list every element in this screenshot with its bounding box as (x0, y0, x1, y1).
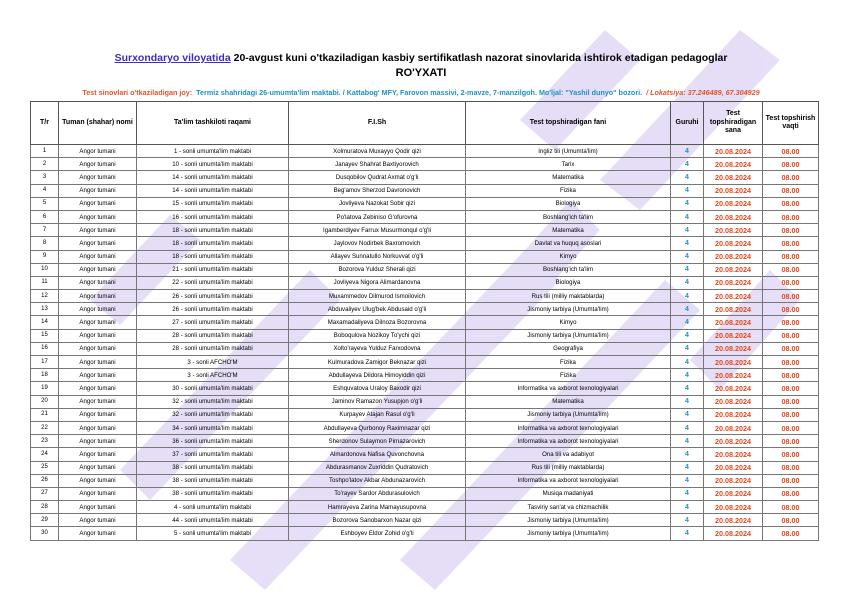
cell-school: 21 - sonli umumta'lim maktabi (137, 263, 289, 276)
col-header-time: Test topshirish vaqti (763, 102, 819, 145)
cell-date: 20.08.2024 (704, 158, 763, 171)
col-header-date: Test topshiradigan sana (704, 102, 763, 145)
cell-district: Angor tumani (59, 316, 137, 329)
cell-school: 14 - sonli umumta'lim maktabi (137, 184, 289, 197)
cell-date: 20.08.2024 (704, 461, 763, 474)
region-name: Surxondaryo viloyatida (114, 52, 231, 64)
cell-fio: Beg'amov Sherzod Davronovich (289, 184, 466, 197)
cell-district: Angor tumani (59, 303, 137, 316)
cell-subject: Matematika (466, 224, 671, 237)
cell-time: 08.00 (763, 290, 819, 303)
venue-location: / Lokatsiya: 37.246489, 67.304929 (646, 88, 760, 97)
cell-time: 08.00 (763, 487, 819, 500)
cell-school: 32 - sonli umumta'lim maktabi (137, 395, 289, 408)
cell-group: 4 (671, 158, 704, 171)
cell-fio: Sherdonov Sulaymon Pirnazarovich (289, 435, 466, 448)
cell-num: 9 (31, 250, 59, 263)
cell-group: 4 (671, 514, 704, 527)
cell-district: Angor tumani (59, 461, 137, 474)
cell-date: 20.08.2024 (704, 290, 763, 303)
cell-district: Angor tumani (59, 184, 137, 197)
cell-fio: Maxamadaliyeva Dilnoza Bozorovna (289, 316, 466, 329)
cell-group: 4 (671, 210, 704, 223)
cell-school: 36 - sonli umumta'lim maktabi (137, 435, 289, 448)
table-row (31, 382, 819, 395)
cell-subject: Matematika (466, 395, 671, 408)
cell-subject: Jismoniy tarbiya (Umumta'lim) (466, 303, 671, 316)
cell-time: 08.00 (763, 303, 819, 316)
cell-time: 08.00 (763, 171, 819, 184)
table-row (31, 448, 819, 461)
cell-subject: Fizika (466, 369, 671, 382)
cell-district: Angor tumani (59, 514, 137, 527)
table-row (31, 158, 819, 171)
cell-subject: Kimyo (466, 316, 671, 329)
cell-subject: Informatika va axborot texnologiyalari (466, 474, 671, 487)
cell-fio: Abdullayeva Qurbonoy Raximnazar qizi (289, 421, 466, 434)
cell-fio: Muxammedov Dilmurod Ismoilovich (289, 290, 466, 303)
cell-school: 38 - sonli umumta'lim maktabi (137, 487, 289, 500)
cell-group: 4 (671, 237, 704, 250)
cell-subject: Boshlang'ich ta'lim (466, 263, 671, 276)
cell-school: 34 - sonli umumta'lim maktabi (137, 421, 289, 434)
document-title (0, 52, 842, 65)
table-row (31, 224, 819, 237)
cell-time: 08.00 (763, 237, 819, 250)
cell-school: 22 - sonli umumta'lim maktabi (137, 276, 289, 289)
cell-subject: Fizika (466, 184, 671, 197)
cell-date: 20.08.2024 (704, 527, 763, 540)
cell-date: 20.08.2024 (704, 145, 763, 158)
cell-fio: Igamberdiyev Farrux Musurmonqul o'g'li (289, 224, 466, 237)
cell-district: Angor tumani (59, 487, 137, 500)
table-row (31, 316, 819, 329)
cell-time: 08.00 (763, 329, 819, 342)
cell-time: 08.00 (763, 210, 819, 223)
cell-time: 08.00 (763, 276, 819, 289)
cell-num: 25 (31, 461, 59, 474)
title-text: 20-avgust kuni o'tkaziladigan kasbiy sertifikatlash nazorat sinovlarida ishtirok etadigan pedagoglar (230, 52, 728, 64)
cell-fio: Bozorova Yulduz Sherali qizi (289, 263, 466, 276)
cell-district: Angor tumani (59, 276, 137, 289)
cell-group: 4 (671, 224, 704, 237)
table-row (31, 421, 819, 434)
cell-school: 26 - sonli umumta'lim maktabi (137, 290, 289, 303)
cell-district: Angor tumani (59, 210, 137, 223)
cell-date: 20.08.2024 (704, 224, 763, 237)
cell-date: 20.08.2024 (704, 329, 763, 342)
cell-group: 4 (671, 329, 704, 342)
cell-district: Angor tumani (59, 448, 137, 461)
cell-num: 5 (31, 197, 59, 210)
table-row (31, 474, 819, 487)
cell-subject: Jismoniy tarbiya (Umumta'lim) (466, 408, 671, 421)
cell-num: 7 (31, 224, 59, 237)
cell-fio: Janayev Shahrat Baxtiyorovich (289, 158, 466, 171)
cell-fio: Dusqobilov Qudrat Axmat o'g'li (289, 171, 466, 184)
cell-school: 27 - sonli umumta'lim maktabi (137, 316, 289, 329)
cell-school: 18 - sonli umumta'lim maktabi (137, 250, 289, 263)
cell-group: 4 (671, 382, 704, 395)
cell-group: 4 (671, 501, 704, 514)
cell-num: 14 (31, 316, 59, 329)
cell-fio: Boboqulova Nozikoy To'ychi qizi (289, 329, 466, 342)
cell-district: Angor tumani (59, 158, 137, 171)
cell-time: 08.00 (763, 356, 819, 369)
cell-district: Angor tumani (59, 250, 137, 263)
cell-subject: Informatika va axborot texnologiyalari (466, 435, 671, 448)
cell-group: 4 (671, 435, 704, 448)
cell-num: 3 (31, 171, 59, 184)
table-body (31, 145, 819, 541)
col-header-group: Guruhi (671, 102, 704, 145)
cell-fio: Kurpayev Atajan Rasul o'g'li (289, 408, 466, 421)
cell-time: 08.00 (763, 395, 819, 408)
cell-num: 30 (31, 527, 59, 540)
cell-school: 5 - sonli umumta'lim maktabi (137, 527, 289, 540)
cell-date: 20.08.2024 (704, 184, 763, 197)
cell-fio: Jaylovov Nodirbek Baxromovich (289, 237, 466, 250)
cell-time: 08.00 (763, 263, 819, 276)
cell-num: 17 (31, 356, 59, 369)
cell-school: 1 - sonli umumta'lim maktabi (137, 145, 289, 158)
cell-school: 26 - sonli umumta'lim maktabi (137, 303, 289, 316)
cell-group: 4 (671, 356, 704, 369)
cell-time: 08.00 (763, 382, 819, 395)
cell-time: 08.00 (763, 461, 819, 474)
cell-school: 16 - sonli umumta'lim maktabi (137, 210, 289, 223)
document-header (0, 52, 842, 80)
cell-group: 4 (671, 145, 704, 158)
table-row (31, 369, 819, 382)
cell-num: 4 (31, 184, 59, 197)
cell-fio: Abdurasmanov Zuxriddin Qudratovich (289, 461, 466, 474)
cell-date: 20.08.2024 (704, 408, 763, 421)
cell-school: 14 - sonli umumta'lim maktabi (137, 171, 289, 184)
cell-date: 20.08.2024 (704, 435, 763, 448)
cell-date: 20.08.2024 (704, 382, 763, 395)
cell-group: 4 (671, 197, 704, 210)
cell-school: 44 - sonli umumta'lim maktabi (137, 514, 289, 527)
cell-district: Angor tumani (59, 329, 137, 342)
cell-fio: Jovliyeva Nazokat Sobir qizi (289, 197, 466, 210)
cell-group: 4 (671, 184, 704, 197)
cell-district: Angor tumani (59, 501, 137, 514)
cell-num: 8 (31, 237, 59, 250)
table-row (31, 290, 819, 303)
cell-subject: Davlat va huquq asoslari (466, 237, 671, 250)
cell-school: 18 - sonli umumta'lim maktabi (137, 237, 289, 250)
cell-date: 20.08.2024 (704, 369, 763, 382)
cell-date: 20.08.2024 (704, 501, 763, 514)
venue-label: Test sinovlari o'tkaziladigan joy: (82, 88, 193, 97)
cell-fio: Allayev Sunnatullo Norkuvvat o'g'li (289, 250, 466, 263)
cell-date: 20.08.2024 (704, 263, 763, 276)
cell-subject: Informatika va axborot texnologiyalari (466, 421, 671, 434)
cell-subject: Jismoniy tarbiya (Umumta'lim) (466, 527, 671, 540)
cell-fio: Xolto'rayeva Yulduz Farxodovna (289, 342, 466, 355)
cell-district: Angor tumani (59, 369, 137, 382)
cell-subject: Biologiya (466, 197, 671, 210)
cell-time: 08.00 (763, 408, 819, 421)
cell-school: 37 - sonli umumta'lim maktabi (137, 448, 289, 461)
cell-num: 29 (31, 514, 59, 527)
cell-group: 4 (671, 171, 704, 184)
cell-time: 08.00 (763, 158, 819, 171)
cell-num: 23 (31, 435, 59, 448)
table-row (31, 171, 819, 184)
table-row (31, 329, 819, 342)
cell-district: Angor tumani (59, 421, 137, 434)
cell-date: 20.08.2024 (704, 356, 763, 369)
cell-fio: Eshquvatova Uraloy Baxodir qizi (289, 382, 466, 395)
cell-fio: Kulmuradova Zamigor Beknazar qizi (289, 356, 466, 369)
cell-subject: Musiqa madaniyati (466, 487, 671, 500)
cell-district: Angor tumani (59, 435, 137, 448)
cell-subject: Biologiya (466, 276, 671, 289)
table-row (31, 514, 819, 527)
cell-num: 2 (31, 158, 59, 171)
table-row (31, 342, 819, 355)
cell-fio: Xolmuratova Muxayyo Qodir qizi (289, 145, 466, 158)
cell-school: 38 - sonli umumta'lim maktabi (137, 474, 289, 487)
table-row (31, 145, 819, 158)
cell-group: 4 (671, 369, 704, 382)
venue-line (0, 88, 842, 97)
cell-fio: Po'latova Zebiniso G'ofurovna (289, 210, 466, 223)
cell-district: Angor tumani (59, 527, 137, 540)
cell-group: 4 (671, 408, 704, 421)
cell-fio: Abdullayeva Dildora Himoyiddin qizi (289, 369, 466, 382)
cell-fio: Eshboyev Eldor Zohid o'g'li (289, 527, 466, 540)
table-row (31, 408, 819, 421)
cell-group: 4 (671, 527, 704, 540)
cell-district: Angor tumani (59, 342, 137, 355)
participants-table-wrapper (30, 101, 818, 541)
cell-date: 20.08.2024 (704, 250, 763, 263)
cell-group: 4 (671, 395, 704, 408)
cell-time: 08.00 (763, 369, 819, 382)
cell-school: 18 - sonli umumta'lim maktabi (137, 224, 289, 237)
table-row (31, 527, 819, 540)
cell-subject: Tasviriy san'at va chizmachilik (466, 501, 671, 514)
cell-num: 26 (31, 474, 59, 487)
cell-time: 08.00 (763, 316, 819, 329)
cell-district: Angor tumani (59, 356, 137, 369)
cell-date: 20.08.2024 (704, 210, 763, 223)
cell-num: 1 (31, 145, 59, 158)
cell-time: 08.00 (763, 197, 819, 210)
cell-time: 08.00 (763, 514, 819, 527)
cell-group: 4 (671, 448, 704, 461)
cell-num: 24 (31, 448, 59, 461)
cell-school: 28 - sonli umumta'lim maktabi (137, 329, 289, 342)
venue-value: Termiz shahridagi 26-umumta'lim maktabi. / Kattabog' MFY, Farovon massivi, 2-mavze, 7-manzilgoh. Mo'ljal: "Yashil dunyo" bozori. (196, 88, 643, 97)
cell-num: 28 (31, 501, 59, 514)
cell-subject: Jismoniy tarbiya (Umumta'lim) (466, 514, 671, 527)
cell-school: 10 - sonli umumta'lim maktabi (137, 158, 289, 171)
cell-district: Angor tumani (59, 263, 137, 276)
cell-fio: To'rayev Sardor Abdurasulovich (289, 487, 466, 500)
col-header-school: Ta'lim tashkiloti raqami (137, 102, 289, 145)
cell-date: 20.08.2024 (704, 303, 763, 316)
cell-school: 3 - sonli AFCHO'M (137, 369, 289, 382)
cell-district: Angor tumani (59, 197, 137, 210)
cell-subject: Matematika (466, 171, 671, 184)
cell-subject: Rus tili (milliy maktablarda) (466, 290, 671, 303)
cell-school: 38 - sonli umumta'lim maktabi (137, 461, 289, 474)
cell-fio: Almardonova Nafisa Quvonchovna (289, 448, 466, 461)
cell-time: 08.00 (763, 145, 819, 158)
cell-group: 4 (671, 461, 704, 474)
cell-num: 20 (31, 395, 59, 408)
cell-date: 20.08.2024 (704, 395, 763, 408)
table-row (31, 395, 819, 408)
table-row (31, 184, 819, 197)
table-row (31, 237, 819, 250)
cell-group: 4 (671, 474, 704, 487)
cell-district: Angor tumani (59, 145, 137, 158)
table-row (31, 210, 819, 223)
table-row (31, 250, 819, 263)
cell-num: 21 (31, 408, 59, 421)
cell-group: 4 (671, 421, 704, 434)
cell-group: 4 (671, 276, 704, 289)
cell-district: Angor tumani (59, 171, 137, 184)
cell-group: 4 (671, 250, 704, 263)
cell-group: 4 (671, 263, 704, 276)
cell-district: Angor tumani (59, 382, 137, 395)
cell-date: 20.08.2024 (704, 237, 763, 250)
cell-date: 20.08.2024 (704, 514, 763, 527)
cell-time: 08.00 (763, 250, 819, 263)
cell-district: Angor tumani (59, 408, 137, 421)
cell-district: Angor tumani (59, 290, 137, 303)
cell-district: Angor tumani (59, 237, 137, 250)
cell-fio: Jaminov Ramazon Yusupjon o'g'li (289, 395, 466, 408)
table-row (31, 461, 819, 474)
cell-subject: Jismoniy tarbiya (Umumta'lim) (466, 329, 671, 342)
cell-subject: Boshlang'ich ta'lim (466, 210, 671, 223)
cell-num: 18 (31, 369, 59, 382)
cell-fio: Abduvaliyev Ulug'bek Abdusaid o'g'li (289, 303, 466, 316)
cell-school: 28 - sonli umumta'lim maktabi (137, 342, 289, 355)
col-header-fio: F.I.Sh (289, 102, 466, 145)
cell-date: 20.08.2024 (704, 342, 763, 355)
cell-time: 08.00 (763, 184, 819, 197)
col-header-num: T/r (31, 102, 59, 145)
table-row (31, 197, 819, 210)
cell-group: 4 (671, 303, 704, 316)
cell-subject: Kimyo (466, 250, 671, 263)
cell-school: 30 - sonli umumta'lim maktabi (137, 382, 289, 395)
table-row (31, 303, 819, 316)
cell-date: 20.08.2024 (704, 316, 763, 329)
table-row (31, 356, 819, 369)
cell-time: 08.00 (763, 474, 819, 487)
cell-fio: Bozorova Sanobarxon Nazar qizi (289, 514, 466, 527)
cell-school: 4 - sonli umumta'lim maktabi (137, 501, 289, 514)
table-row (31, 435, 819, 448)
cell-num: 27 (31, 487, 59, 500)
participants-table (30, 101, 819, 541)
document-subtitle: RO'YXATI (395, 67, 447, 79)
cell-subject: Rus tili (milliy maktablarda) (466, 461, 671, 474)
cell-date: 20.08.2024 (704, 197, 763, 210)
cell-num: 12 (31, 290, 59, 303)
cell-district: Angor tumani (59, 474, 137, 487)
cell-date: 20.08.2024 (704, 487, 763, 500)
cell-district: Angor tumani (59, 224, 137, 237)
cell-time: 08.00 (763, 224, 819, 237)
cell-num: 15 (31, 329, 59, 342)
cell-num: 11 (31, 276, 59, 289)
table-row (31, 501, 819, 514)
table-row (31, 276, 819, 289)
cell-num: 16 (31, 342, 59, 355)
cell-num: 22 (31, 421, 59, 434)
table-row (31, 487, 819, 500)
cell-group: 4 (671, 342, 704, 355)
cell-group: 4 (671, 316, 704, 329)
table-row (31, 263, 819, 276)
cell-time: 08.00 (763, 421, 819, 434)
cell-subject: Tarix (466, 158, 671, 171)
cell-time: 08.00 (763, 501, 819, 514)
cell-fio: Hamrayeva Zarina Mamayusupovna (289, 501, 466, 514)
cell-fio: Toshpo'latov Akbar Abdunazarovich (289, 474, 466, 487)
cell-subject: Geografiya (466, 342, 671, 355)
cell-num: 19 (31, 382, 59, 395)
cell-time: 08.00 (763, 435, 819, 448)
cell-num: 13 (31, 303, 59, 316)
cell-school: 32 - sonli umumta'lim maktabi (137, 408, 289, 421)
cell-num: 6 (31, 210, 59, 223)
cell-subject: Ingliz tili (Umumta'lim) (466, 145, 671, 158)
cell-group: 4 (671, 290, 704, 303)
cell-date: 20.08.2024 (704, 474, 763, 487)
col-header-district: Tuman (shahar) nomi (59, 102, 137, 145)
cell-subject: Informatika va axborot texnologiyalari (466, 382, 671, 395)
cell-school: 15 - sonli umumta'lim maktabi (137, 197, 289, 210)
table-header-row (31, 102, 819, 145)
cell-subject: Fizika (466, 356, 671, 369)
cell-date: 20.08.2024 (704, 448, 763, 461)
cell-group: 4 (671, 487, 704, 500)
cell-date: 20.08.2024 (704, 276, 763, 289)
cell-date: 20.08.2024 (704, 421, 763, 434)
cell-num: 10 (31, 263, 59, 276)
cell-time: 08.00 (763, 527, 819, 540)
cell-district: Angor tumani (59, 395, 137, 408)
cell-date: 20.08.2024 (704, 171, 763, 184)
cell-time: 08.00 (763, 448, 819, 461)
cell-fio: Jovliyeva Nigora Alimardanovna (289, 276, 466, 289)
cell-subject: Ona tili va adabiyot (466, 448, 671, 461)
cell-time: 08.00 (763, 342, 819, 355)
col-header-subject: Test topshiradigan fani (466, 102, 671, 145)
cell-school: 3 - sonli AFCHO'M (137, 356, 289, 369)
